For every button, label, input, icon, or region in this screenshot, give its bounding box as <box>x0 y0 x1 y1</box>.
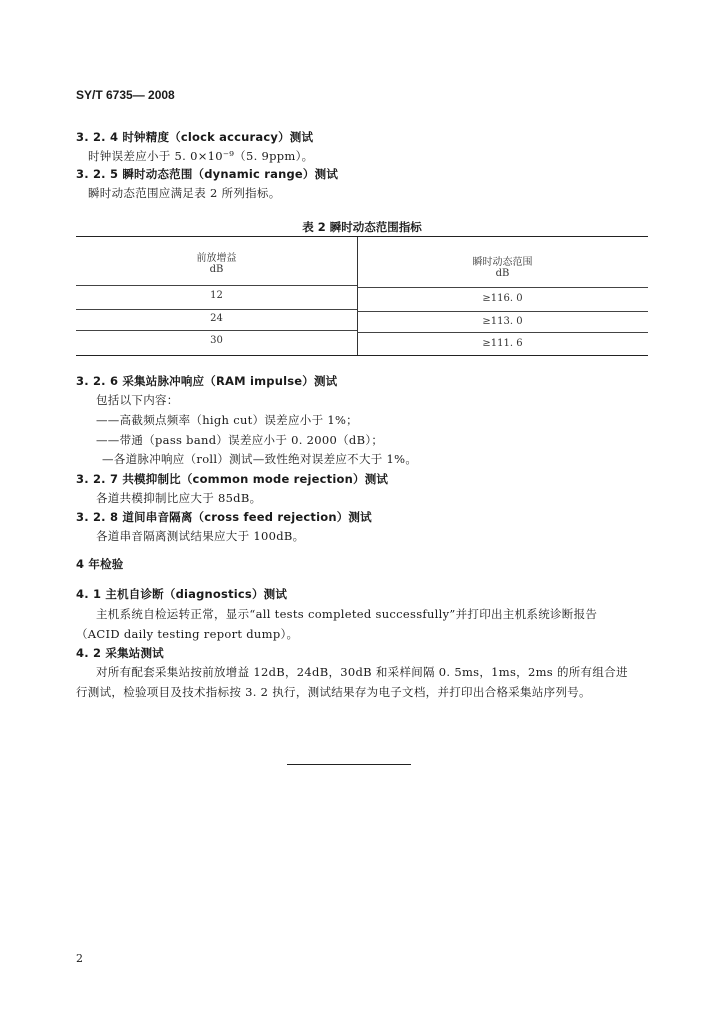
table-row-divider <box>357 311 648 312</box>
end-rule <box>287 764 411 765</box>
section-3-2-4-text: 时钟误差应小于 5. 0×10⁻⁹（5. 9ppm）。 <box>88 149 314 163</box>
table-cell-gain: 24 <box>210 313 223 324</box>
section-3-2-7-title: 3. 2. 7 共模抑制比（common mode rejection）测试 <box>76 472 389 486</box>
section-3-2-7-text: 各道共模抑制比应大于 85dB。 <box>96 491 262 505</box>
section-3-2-8-title: 3. 2. 8 道间串音隔离（cross feed rejection）测试 <box>76 510 372 524</box>
list-item: —各道脉冲响应（roll）测试—致性绝对误差应不大于 1%。 <box>102 452 418 466</box>
table-cell-range: ≥116. 0 <box>482 293 523 304</box>
section-4-2-line1: 对所有配套采集站按前放增益 12dB，24dB，30dB 和采样间隔 0. 5ms，1ms，2ms 的所有组合进 <box>96 665 628 679</box>
list-item: ——高截频点频率（high cut）误差应小于 1%； <box>96 413 358 427</box>
table-header-gain: 前放增益 <box>196 253 237 264</box>
table-header-range: 瞬时动态范围 <box>472 257 533 268</box>
section-3-2-8-text: 各道串音隔离测试结果应大于 100dB。 <box>96 529 305 543</box>
section-4-1-line1: 主机系统自检运转正常，显示“all tests completed successfully”并打印出主机系统诊断报告 <box>96 607 598 621</box>
page-number: 2 <box>76 952 83 965</box>
table-cell-gain: 30 <box>210 335 223 346</box>
section-4-title: 4 年检验 <box>76 557 124 571</box>
table-cell-range: ≥113. 0 <box>482 316 523 327</box>
table-row-divider <box>357 287 648 288</box>
section-3-2-6-title: 3. 2. 6 采集站脉冲响应（RAM impulse）测试 <box>76 374 338 388</box>
table-caption: 表 2 瞬时动态范围指标 <box>302 220 422 234</box>
section-4-1-line2: （ACID daily testing report dump）。 <box>76 627 299 641</box>
section-3-2-4-title: 3. 2. 4 时钟精度（clock accuracy）测试 <box>76 130 314 144</box>
list-item: ——带通（pass band）误差应小于 0. 2000（dB）； <box>96 433 384 447</box>
section-3-2-5-title: 3. 2. 5 瞬时动态范围（dynamic range）测试 <box>76 167 339 181</box>
table-cell-gain: 12 <box>210 290 223 301</box>
table-row-divider <box>357 332 648 333</box>
table-header-gain-unit: dB <box>209 264 224 275</box>
table-cell-range: ≥111. 6 <box>482 338 523 349</box>
section-3-2-6-intro: 包括以下内容： <box>96 393 179 407</box>
section-4-1-title: 4. 1 主机自诊断（diagnostics）测试 <box>76 587 288 601</box>
table-row-divider <box>76 309 357 310</box>
dynamic-range-table <box>76 236 648 356</box>
table-header-range-unit: dB <box>495 268 510 279</box>
section-4-2-title: 4. 2 采集站测试 <box>76 646 164 660</box>
table-row-divider <box>76 330 357 331</box>
table-row-divider <box>76 285 357 286</box>
document-header: SY/T 6735— 2008 <box>76 88 175 102</box>
section-4-2-line2: 行测试，检验项目及技术指标按 3. 2 执行，测试结果存为电子文档，并打印出合格采集站序列号。 <box>76 685 591 699</box>
section-3-2-5-text: 瞬时动态范围应满足表 2 所列指标。 <box>88 186 281 200</box>
